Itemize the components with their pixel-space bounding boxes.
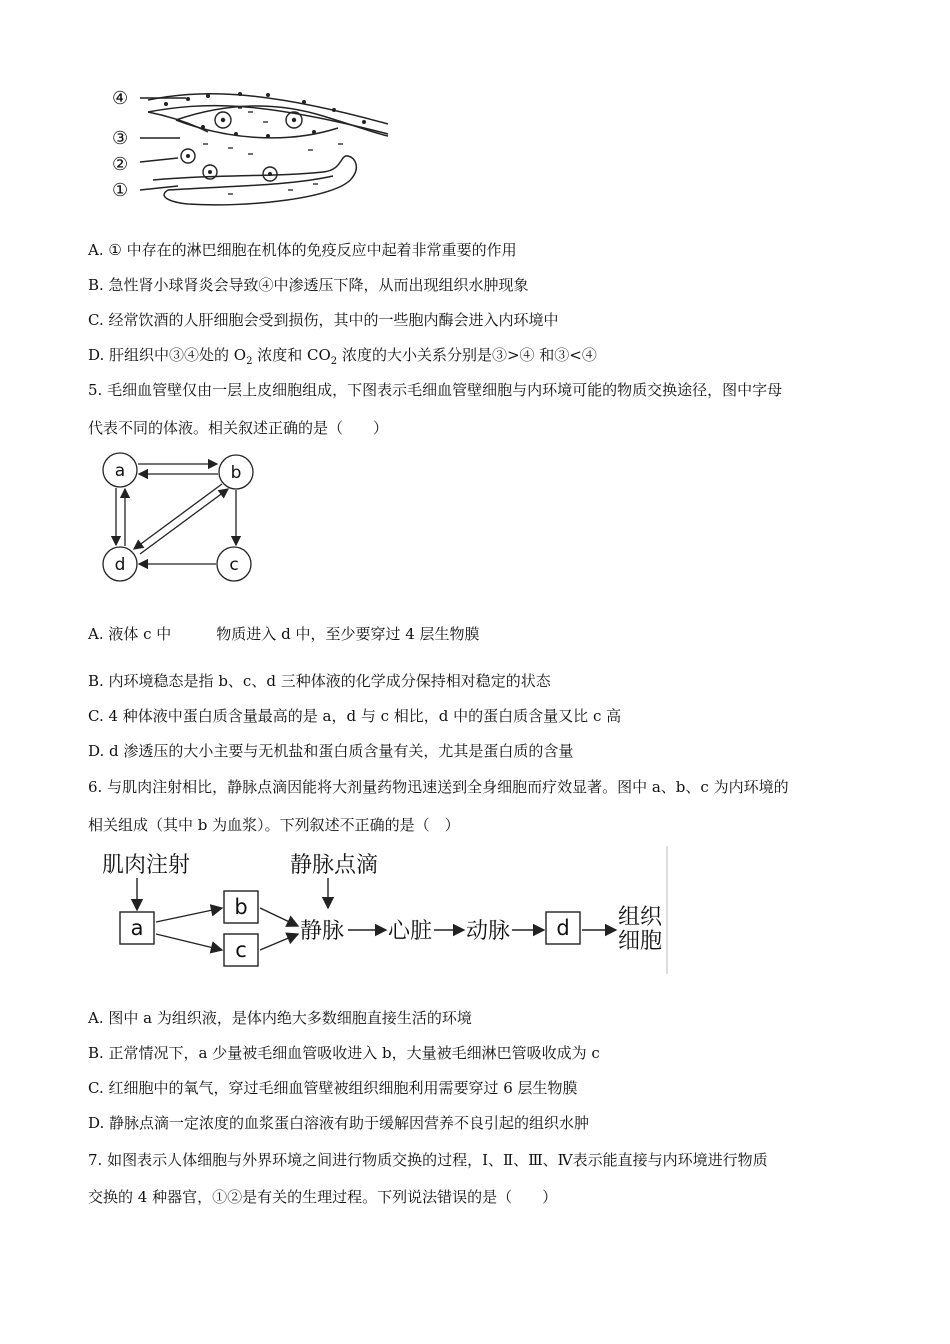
node-d: d xyxy=(114,555,126,575)
label-2: ② xyxy=(112,154,129,175)
q4-tissue-diagram xyxy=(108,82,398,212)
node-c: c xyxy=(229,555,239,575)
q5-option-c: C. 4 种体液中蛋白质含量最高的是 a，d 与 c 相比，d 中的蛋白质含量又比 c 高 xyxy=(88,707,622,725)
q5-fluid-diagram xyxy=(98,450,260,590)
box-a: a xyxy=(130,916,144,940)
q6-flow-diagram xyxy=(98,846,670,978)
q6-option-d: D. 静脉点滴一定浓度的血浆蛋白溶液有助于缓解因营养不良引起的组织水肿 xyxy=(88,1114,590,1132)
q6-option-c: C. 红细胞中的氧气，穿过毛细血管壁被组织细胞利用需要穿过 6 层生物膜 xyxy=(88,1079,578,1097)
q5-option-d: D. d 渗透压的大小主要与无机盐和蛋白质含量有关，尤其是蛋白质的含量 xyxy=(88,742,574,760)
iv-label: 静脉点滴 xyxy=(290,853,379,878)
artery-label: 动脉 xyxy=(466,919,511,944)
q4-option-b: B. 急性肾小球肾炎会导致④中渗透压下降，从而出现组织水肿现象 xyxy=(88,276,529,294)
tissue-label-2: 细胞 xyxy=(618,929,663,954)
q6-stem-line1: 6. 与肌肉注射相比，静脉点滴因能将大剂量药物迅速送到全身细胞而疗效显著。图中 a、b、c 为内环境的 xyxy=(88,778,789,796)
q7-stem-line1: 7. 如图表示人体细胞与外界环境之间进行物质交换的过程，Ⅰ、Ⅱ、Ⅲ、Ⅳ表示能直接与内环境进行物质 xyxy=(88,1151,768,1169)
box-d: d xyxy=(556,916,570,940)
label-3: ③ xyxy=(112,128,129,149)
label-4: ④ xyxy=(112,88,129,109)
q5-option-a: A. 液体 c 中 物质进入 d 中，至少要穿过 4 层生物膜 xyxy=(88,625,480,643)
box-c: c xyxy=(235,938,247,962)
heart-label: 心脏 xyxy=(388,919,433,944)
q5-stem-line2: 代表不同的体液。相关叙述正确的是（ ） xyxy=(88,419,389,437)
label-1: ① xyxy=(112,180,129,201)
im-label: 肌肉注射 xyxy=(102,853,191,878)
q5-option-b: B. 内环境稳态是指 b、c、d 三种体液的化学成分保持相对稳定的状态 xyxy=(88,672,551,690)
q4-option-d: D. 肝组织中③④处的 $O_2$ 浓度和 $CO_2$ 浓度的大小关系分别是③>④ 和③<④ xyxy=(88,346,597,367)
vein-label: 静脉 xyxy=(300,919,345,944)
q7-stem-line2: 交换的 4 种器官，①②是有关的生理过程。下列说法错误的是（ ） xyxy=(88,1188,558,1206)
q4-option-a: A. ① 中存在的淋巴细胞在机体的免疫反应中起着非常重要的作用 xyxy=(88,241,517,259)
q5-stem-line1: 5. 毛细血管壁仅由一层上皮细胞组成，下图表示毛细血管壁细胞与内环境可能的物质交换途径，图中字母 xyxy=(88,381,783,399)
node-a: a xyxy=(114,461,126,481)
box-b: b xyxy=(234,895,248,919)
q6-stem-line2: 相关组成（其中 b 为血浆）。下列叙述不正确的是（ ） xyxy=(88,816,460,834)
node-b: b xyxy=(230,463,242,483)
q4-option-c: C. 经常饮酒的人肝细胞会受到损伤，其中的一些胞内酶会进入内环境中 xyxy=(88,311,559,329)
tissue-label-1: 组织 xyxy=(618,905,663,930)
q6-option-b: B. 正常情况下，a 少量被毛细血管吸收进入 b，大量被毛细淋巴管吸收成为 c xyxy=(88,1044,600,1062)
q6-option-a: A. 图中 a 为组织液，是体内绝大多数细胞直接生活的环境 xyxy=(88,1009,472,1027)
